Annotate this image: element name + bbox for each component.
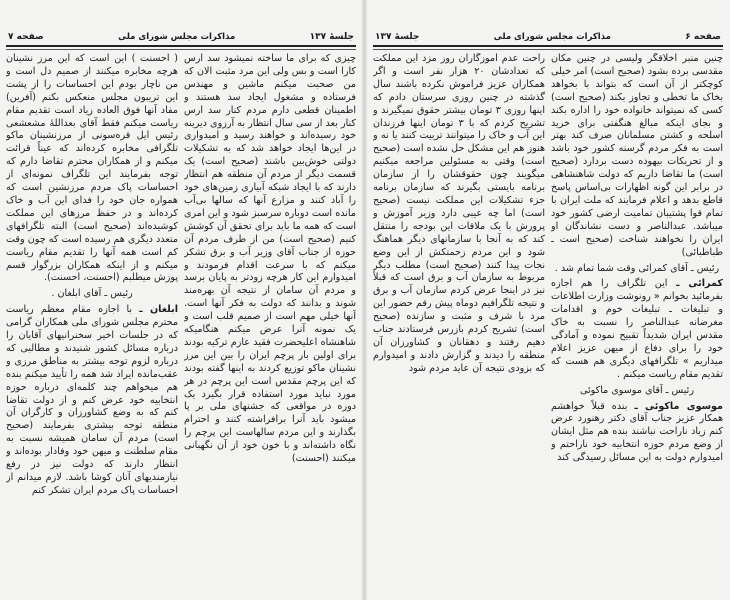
header-rule-thin: [373, 49, 723, 50]
header-rule: [373, 45, 723, 47]
speech-text: این تلگراف را هم اجازه بفرمائید بخوانم « رونوشت وزارت اطلاعات و تبلیغات ـ تبلیغات خوم و اقدامات مغرضانه عبدالناصر را نسبت به خاک مقدس ایران شدیداً تقبیح نموده و آمادگی خود را برای دفاع از میهن عزیز اعلام میداریم » تلگرافهای دیگری هم هست که تقدیم مقام ریاست میکنم .: [551, 278, 723, 380]
session-number: جلسهٔ ۱۳۷: [375, 32, 420, 42]
paragraph: چنین منبر اخلاقگر ولیسی در چنین مکان مقدسی برده بشود (صحیح است) امر خیلی کوچکتر از آن است که بتواند با بخواهد بخاک ما تخطی و تجاوز بکند (صحیح است) کسی که نمیتواند خانواده خود را اداره بکند و بجای اینکه مبالغ هنگفتی برای خرید اسلحه و کشتن مسلمانان صرف کند بهتر است به فکر مردم گرسنه کشور خود باشد و از تحریکات بیهوده دست بردارد (صحیح است) ما تقاضا داریم که دولت شاهنشاهی در برابر این گونه اظهارات بی‌اساس پاسخ قاطع بدهد و اعلام فرمایند که ملت ایران با تمام قوا پشتیبان تمامیت ارضی کشور خود میباشد. عبدالناصر و دست نشاندگان او ایران را نخواهند شناخت (صحیح است ـ طباطبائی): [551, 53, 723, 258]
header-rule-thin: [6, 49, 356, 50]
speaker-heading: رئیس ـ آقای موسوی ماکوئی: [580, 384, 694, 396]
paragraph: ( احسنت ) این است که این مرز نشینان هرچه مخابره میکنند از صمیم دل است و من ناچار بودم این احساسات را از پشت این تریبون مجلس منعکس بکنم (آفرین) مفاد آنها فوق العاده زیاد است تقدیم مقام ریاست میکنم فقط آقای بعداللهٔ مشعشعی رئیس ایل قره‌سونی از مرزنشینان ماکو تلگرافی مخابره کرده‌اند که عیناً قرائت میکنم و از همکاران محترم تقاضا دارم که توجه بفرمایند این تلگراف نمونه‌ای از احساسات پاک مردم مرزنشین است که همواره جان خود را فدای این آب و خاک کرده‌اند و در حفظ مرزهای این مملکت کوشیده‌اند (صحیح است) البته تلگرافهای متعدد دیگری هم رسیده است که چون وقت کم است همه آنها را تقدیم مقام ریاست میکنم و از اینکه همکاران بزرگوار قسم پوزش میطلبم (احسنت، احسنت).: [6, 53, 178, 284]
publication-title: مذاکرات مجلس شورای ملی: [493, 32, 611, 42]
text-column-right: [551, 53, 723, 598]
text-column-left: [6, 53, 178, 598]
right-page: [367, 0, 729, 600]
page-number: صفحه ۷: [8, 32, 44, 42]
speech-text: بنده قبلاً خواهشم همکار عزیز جناب آقای دکتر رهنورد عرض کنم زیاد ناراحت نباشند بنده هم مثل ایشان از وضع مردم حوزه انتخابیه خود ناراحتم و امیدوارم دولت به این مسائل رسیدگی کند: [551, 400, 723, 464]
paragraph: [551, 401, 723, 466]
speaker-name: کمرائی ـ: [676, 278, 723, 290]
paragraph: [6, 304, 178, 498]
page-number: صفحه ۶: [685, 32, 721, 42]
header-rule: [6, 45, 356, 47]
text-column-left: [373, 53, 545, 598]
speaker-heading: رئیس ـ آقای کمرائی وقت شما تمام شد .: [554, 262, 720, 274]
session-number: جلسهٔ ۱۳۷: [309, 32, 354, 42]
speaker-name: ابلغان ـ: [139, 304, 178, 316]
left-page: [0, 0, 362, 600]
page-header: [8, 30, 354, 44]
paragraph: چیزی که برای ما ساخته نمیشود سد ارس کارا است و بس ولی این مرد مثبت الان که من صحبت میکنم ماشین و مهندس فرستاده و مشغول ایجاد سد هستند و اطمینان قطعی دارم مردم کنار سد ارس کنار بعد از سی سال انتظار به آرزوی دیرینه خود رسیده‌اند و خواهند رسید و امیدواری در این‌ها ایجاد خواهد شد که به تشکیلات دولتی خوش‌بین باشند (صحیح است) یک قسمت دیگر از مردم آن منطقه هم انتظار دارند که با ایجاد شبکه آبیاری زمین‌های خود را آباد کنند و مزارع آنها که سالها بی‌آب مانده است دوباره سرسبز شود و این امری است که همه ما باید برای تحقق آن کوشش کنیم (صحیح است) من از طرف مردم آن حوزه از جناب آقای وزیر آب و برق تشکر میکنم که با سرعت اقدام فرمودند و امیدوارم این کار هرچه زودتر به پایان برسد و مردم آن سامان از نتیجه آن بهره‌مند شوند و بدانند که دولت به فکر آنها است. آنها خیلی مهم است از صمیم قلب است و یک نمونه آنرا عرض میکنم هنگامیکه شاهنشاه اعلیحضرت فقید عازم ترکیه بودند برای اولین بار پرچم ایران را بین این مرز نشینان ماکو توزیع کردند به اینها گفته بودند که این پرچم مقدس است این پرچم در هر مورد نباید مورد استفاده قرار بگیرد یک دوره در مواقعی که جشنهای ملی بر پا میشود باید آنرا برافراشته کنند و احترام بگذارند و این مردم سالهاست این پرچم را نگاه داشته‌اند و با خون خود از آن نگهبانی میکنند (احسنت): [184, 53, 356, 465]
text-column-right: [184, 53, 356, 598]
speaker-heading: رئیس ـ آقای ابلغان .: [51, 288, 133, 300]
speaker-name: موسوی ماکوئی ـ: [634, 400, 723, 412]
paragraph: [551, 278, 723, 381]
speech-text: با اجازه مقام معظم ریاست محترم مجلس شورای ملی همکاران گرامی که در جلسات اخیر سخنرانیهای آقایان را درباره مسائل کشور شنیدند و مطالبی که درباره لزوم توجه بیشتر به مناطق مرزی و عقب‌مانده ایراد شد همه را تأیید میکنم بنده هم میخواهم چند کلمه‌ای درباره حوزه انتخابیه خود عرض کنم و از دولت تقاضا کنم که به وضع کشاورزان و کارگران آن منطقه توجه بیشتری بفرمایند (صحیح است) مردم آن سامان همیشه نسبت به مقام سلطنت و میهن خود وفادار بوده‌اند و انتظار دارند که دولت نیز در رفع نیازمندیهای آنان کوشا باشد. لازم میدانم از احساسات پاک مردم ایران تشکر کنم: [6, 304, 178, 496]
page-header: [375, 30, 721, 44]
paragraph: راحت عدم آموزگاران روز مزد این مملکت که تعدادشان ۲۰ هزار نفر است و اگر همکاران عزیز فراموش نکرده باشند سال گذشته در چنین روزی سرستان دادم که اینها روزی ۳ تومان بیشتر حقوق نمیگیرند و تشریح کردم که با ۳ تومان اینها فرزندان این آب و خاک را میتوانند تربیت کنند یا نه و هنوز هم این مشکل حل نشده است (صحیح است) وقتی به مسئولین مراجعه میکنیم میگویند چون حقوقشان را از سازمان برنامه بایستی بگیرند که سازمان برنامه جزء تشکیلات این مملکت نیست (صحیح است) اما چه عیبی دارد وزیر آموزش و پرورش با یک ملاقات این بودجه را منتقل کند که به آنجا با سازمانهای دیگر هماهنگ شود و این مردم زحمتکش از این وضع نجات پیدا کنند (صحیح است) مطلب دیگر مربوط به سازمان آب و برق است که قبلاً نیز در اینجا عرض کردم سازمان آب و برق و نتیجه تلگرافیم دوماه پیش رقم حضور این مرد با شرف و مثبت و سازنده (صحیح است) تشریح کردم بازرس فرستادند جناب دهیم رفتند و دهقانان و کشاورزان آن منطقه را دیدند و گزارش دادند و امیدوارم که بزودی نتیجه آن عاید مردم شود: [373, 53, 545, 374]
publication-title: مذاکرات مجلس شورای ملی: [118, 32, 236, 42]
